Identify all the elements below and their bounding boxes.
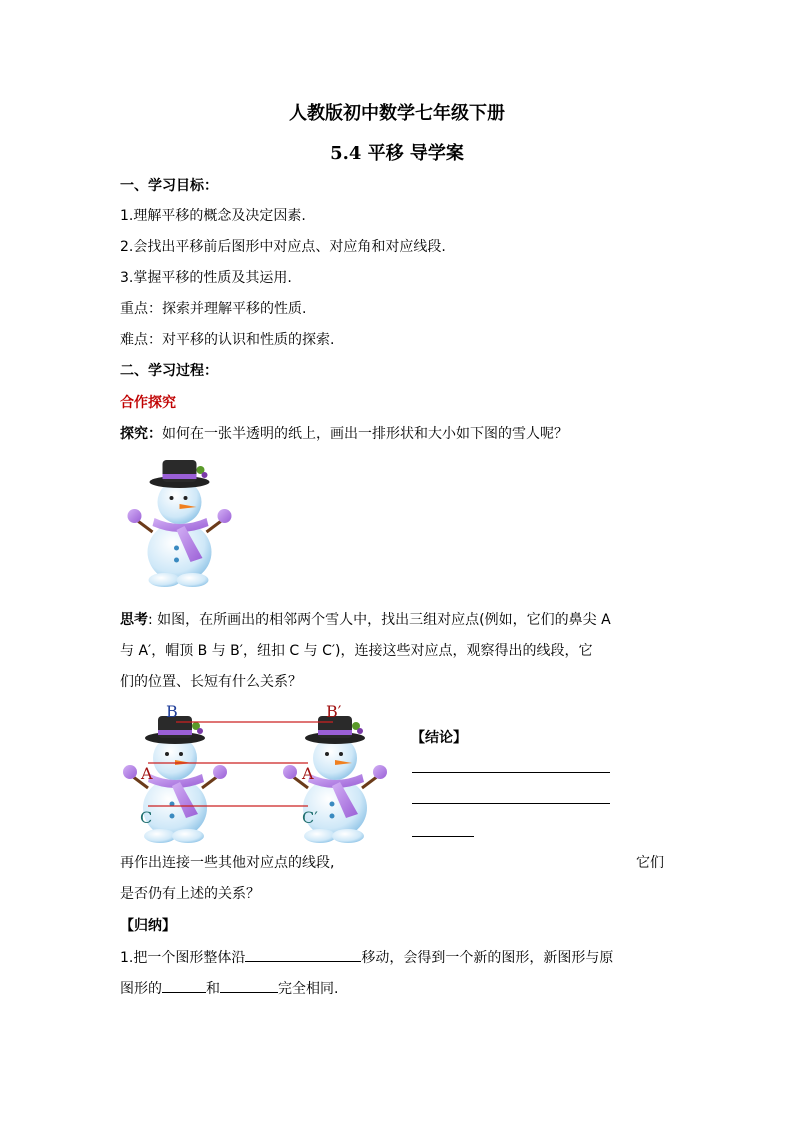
conclusion-label: 【结论】 xyxy=(411,730,467,746)
summary-label: 【归纳】 xyxy=(120,918,176,934)
think-line: 们的位置、长短有什么关系？ xyxy=(120,674,302,690)
more-segments-text: 再作出连接一些其他对应点的线段, xyxy=(120,855,335,871)
think-line: 与 A′，帽顶 B 与 B′，纽扣 C 与 C′)，连接这些对应点，观察得出的线段，它 xyxy=(120,643,593,659)
fill-blank[interactable] xyxy=(220,978,278,993)
think-label: 思考 xyxy=(120,612,148,628)
explore-paragraph xyxy=(120,424,568,444)
point-a-prime-label: A xyxy=(302,764,314,783)
goal-item: 3.掌握平移的性质及其运用. xyxy=(120,270,292,286)
point-a-label: A xyxy=(141,764,153,783)
point-b-label: B xyxy=(166,702,178,721)
conclusion-blank[interactable] xyxy=(412,803,610,804)
conclusion-blank[interactable] xyxy=(412,772,610,773)
conclusion-blank[interactable] xyxy=(412,836,474,837)
coop-heading: 合作探究 xyxy=(120,395,176,411)
snowman-image xyxy=(122,460,237,590)
focus-point: 重点：探索并理解平移的性质. xyxy=(120,301,307,317)
translation-figure xyxy=(118,700,388,845)
point-b-prime-label: B′ xyxy=(326,702,342,721)
explore-label: 探究： xyxy=(120,426,162,442)
difficulty-point: 难点：对平移的认识和性质的探索. xyxy=(120,332,335,348)
summary-line: 1.把一个图形整体沿 移动，会得到一个新的图形，新图形与原 xyxy=(120,947,613,968)
snowman-left xyxy=(123,716,227,843)
goal-item: 1.理解平移的概念及决定因素. xyxy=(120,208,306,224)
snowman-right xyxy=(283,716,387,843)
section-heading-process: 二、学习过程： xyxy=(120,363,218,379)
goal-item: 2.会找出平移前后图形中对应点、对应角和对应线段. xyxy=(120,239,446,255)
page-subtitle: 5.4 平移 导学案 xyxy=(330,143,464,164)
summary-line: 图形的 和 完全相同. xyxy=(120,978,338,999)
fill-blank[interactable] xyxy=(162,978,206,993)
point-c-label: C xyxy=(140,808,153,827)
section-heading-goals: 一、学习目标： xyxy=(120,178,218,194)
fill-blank[interactable] xyxy=(245,947,361,962)
point-c-prime-label: C′ xyxy=(302,808,318,827)
more-segments-text: 是否仍有上述的关系？ xyxy=(120,886,260,902)
explore-text: 如何在一张半透明的纸上，画出一排形状和大小如下图的雪人呢？ xyxy=(162,426,568,442)
more-segments-text-right: 它们 xyxy=(636,855,664,871)
page-title: 人教版初中数学七年级下册 xyxy=(289,103,505,124)
think-line: 思考: 如图，在所画出的相邻两个雪人中，找出三组对应点(例如，它们的鼻尖 A xyxy=(120,612,611,628)
